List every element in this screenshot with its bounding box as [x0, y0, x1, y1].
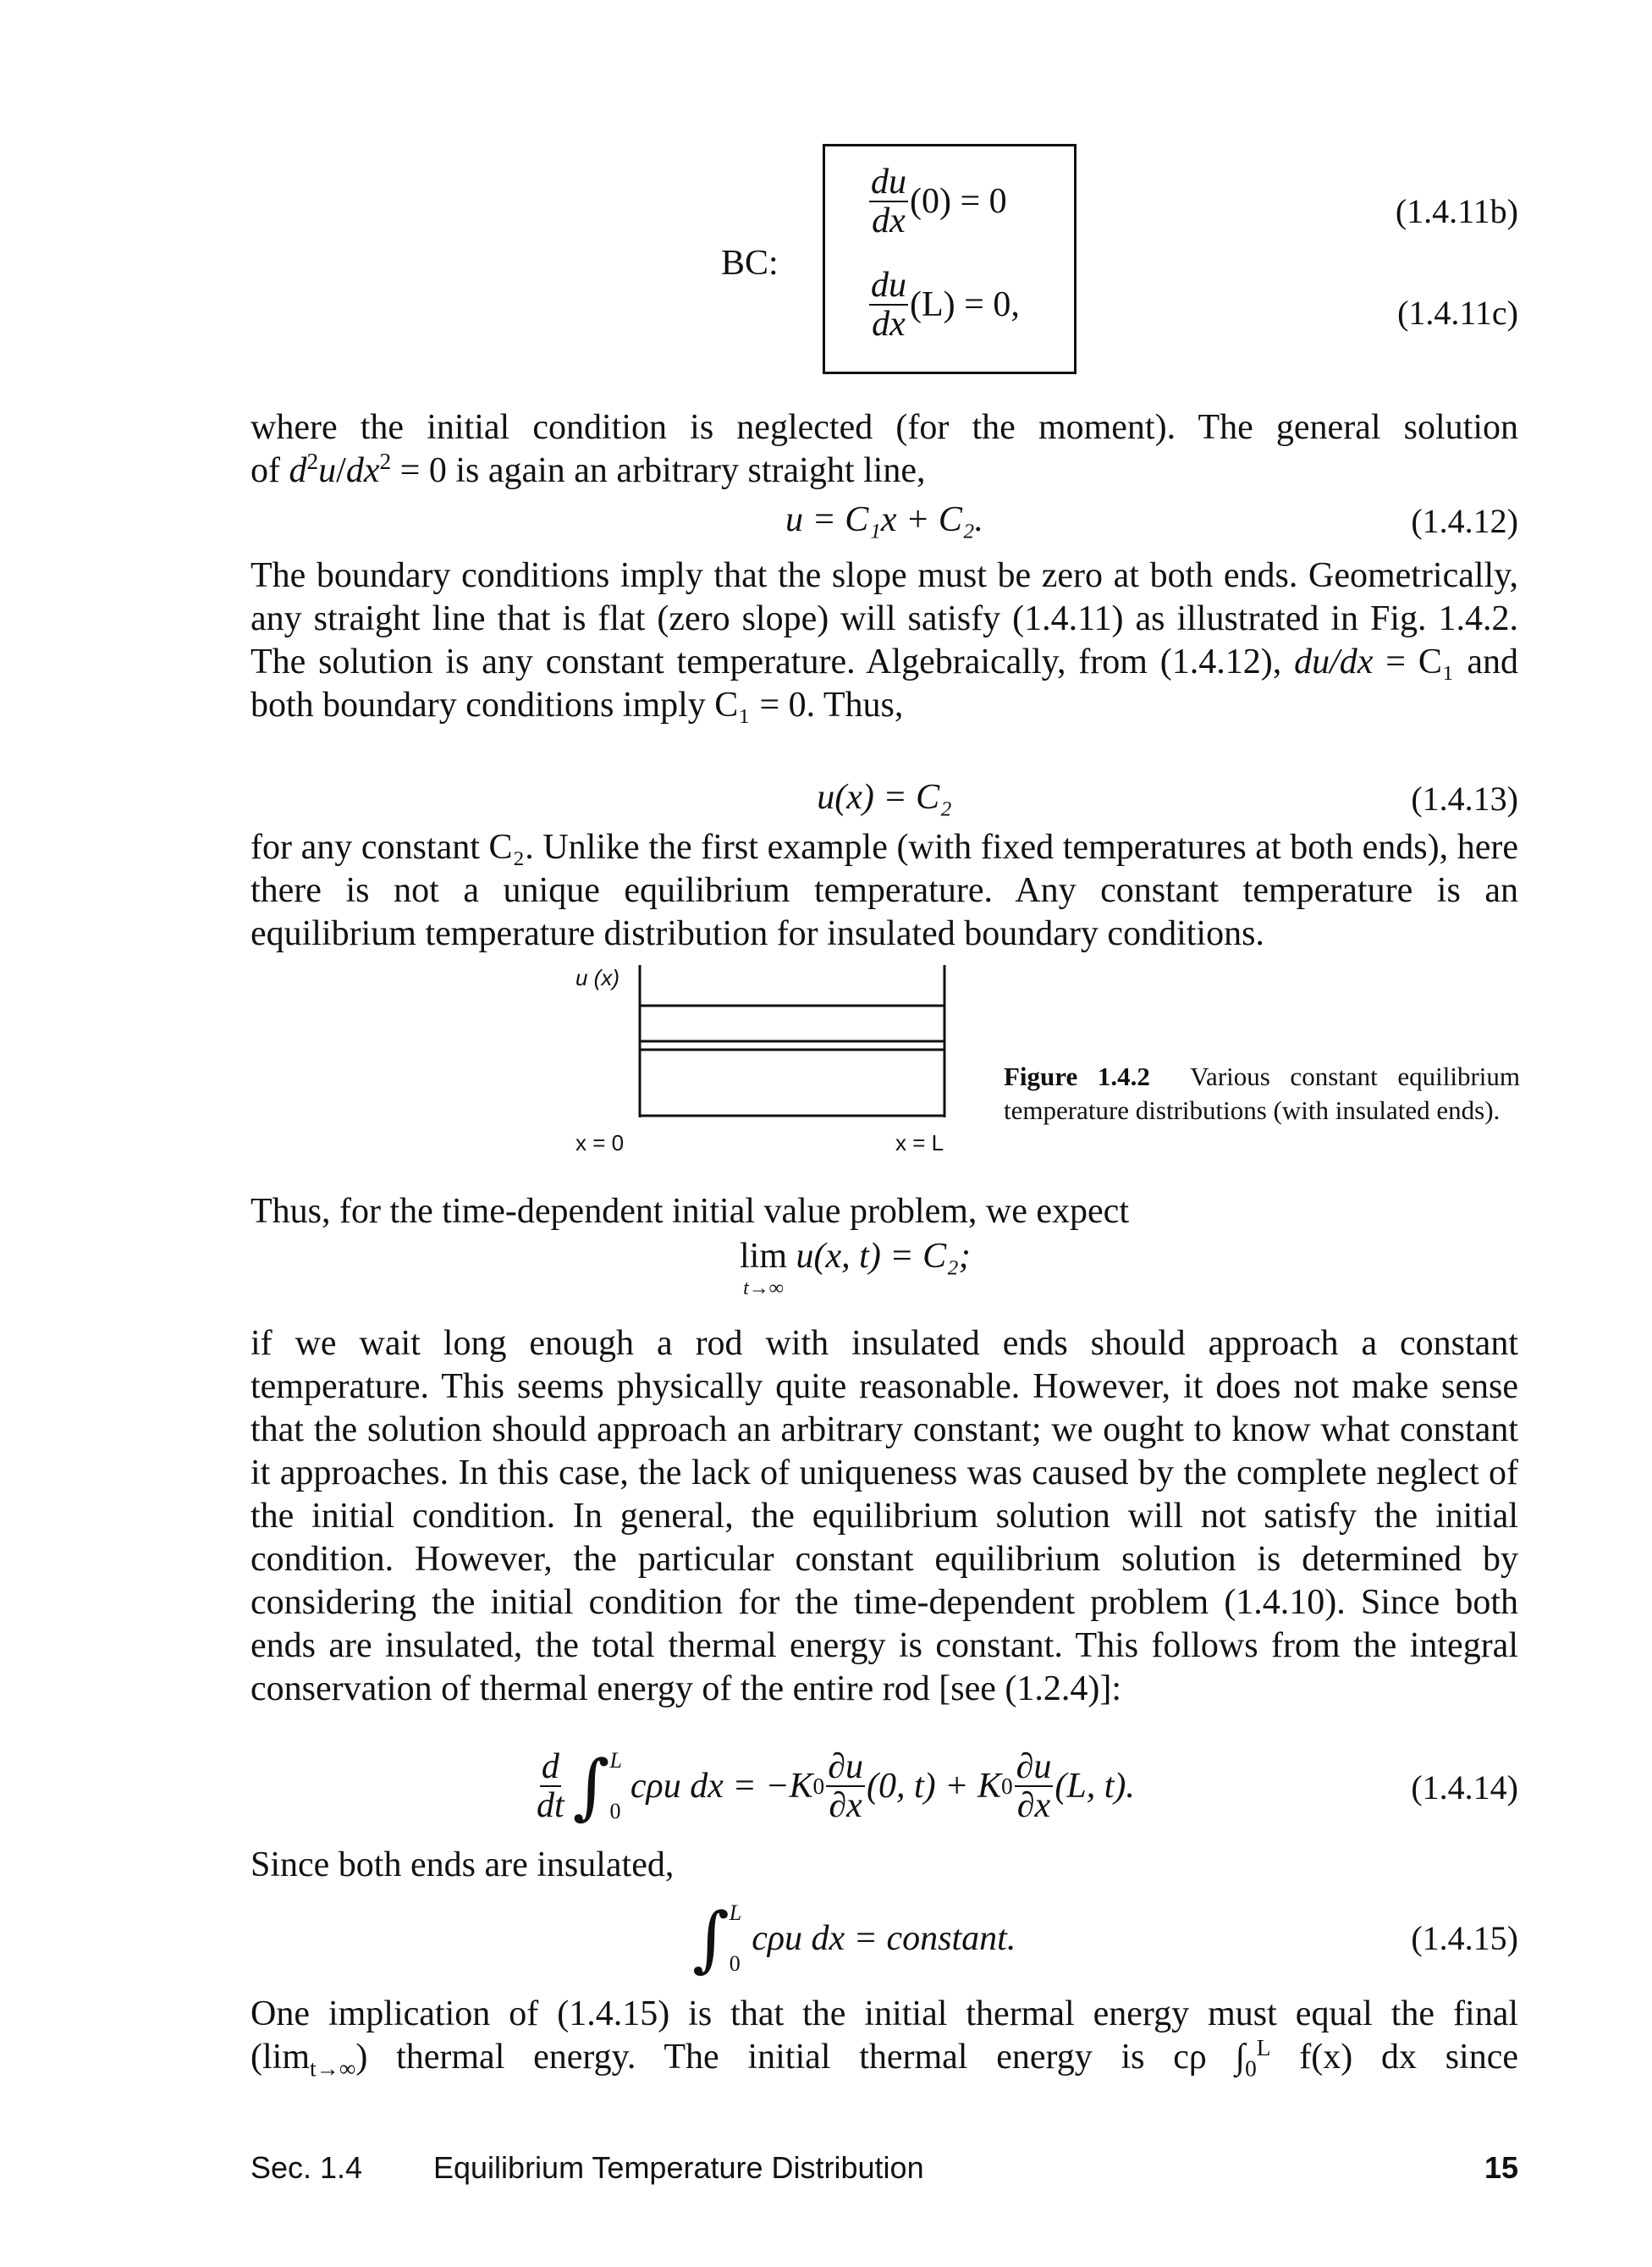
footer-section: Sec. 1.4 — [251, 2150, 363, 2185]
eq14-du-2: ∂u — [1016, 1747, 1052, 1786]
eq15-lower: 0 — [729, 1951, 741, 1976]
figure-x0-label: x = 0 — [575, 1130, 625, 1156]
bc-box — [823, 144, 1077, 374]
eq13-expr: u(x) = C₂ — [817, 778, 952, 817]
para6: Since both ends are insulated, — [251, 1845, 675, 1884]
figure-ylabel: u (x) — [575, 965, 620, 990]
eq14-arg2: (L, t). — [1055, 1767, 1135, 1806]
bc1-num: du — [871, 163, 906, 201]
eq-number-1-4-15: (1.4.15) — [1411, 1919, 1518, 1957]
para7-line2-c: f(x) dx since — [1270, 2038, 1518, 2077]
limit-sub: t→∞ — [743, 1277, 784, 1299]
eq14-arg1: (0, t) + K — [866, 1767, 1001, 1806]
para2-text-a: The boundary conditions imply that the slope must be zero at both ends. Geometrically, any straight line that is flat (zero slope) will satisfy (1.4.11) as illustrated in Fig. 1.4.2. The solution is any constant temperature. Algebraically, from (1.4.12), — [251, 556, 1518, 681]
para1-line1: where the initial condition is neglected (for the moment). The general solution — [251, 408, 1518, 447]
bc-label: BC: — [721, 244, 779, 283]
bc1-arg: (0) = 0 — [910, 182, 1007, 222]
para4: Thus, for the time-dependent initial value problem, we expect — [251, 1192, 1129, 1231]
limit-equation — [740, 1236, 971, 1300]
eq14-du-1: ∂u — [828, 1747, 863, 1786]
eq-number-1-4-11b: (1.4.11b) — [1395, 192, 1518, 230]
para7-line2 — [251, 2035, 1518, 2082]
equation-1-4-14: $\frac{d}{dt}$ ∫ L 0 cρu dx = −K 0 $\frac{\partial u}{\partial x}$ (0, t) + K 0 $\frac{\partial u}{\partial x}$ (L, t). — [537, 1745, 1135, 1828]
eq14-dx-1: ∂x — [829, 1786, 862, 1826]
bc2-den: dx — [872, 305, 906, 345]
eq12-rhs: = C₁x + C₂. — [802, 500, 984, 539]
para7-line2-b: ) thermal energy. The initial thermal energy is cρ ∫ — [355, 2038, 1246, 2077]
para2-dudx: du/dx — [1294, 643, 1374, 681]
bc2-num: du — [871, 266, 906, 305]
eq14-integrand: cρu dx = −K — [630, 1767, 813, 1806]
equation-1-4-12 — [251, 499, 1518, 540]
caption-text: Various constant equilibrium temperature distributions (with insulated ends). — [1004, 1062, 1521, 1125]
equation-1-4-13 — [251, 777, 1518, 818]
para7-line2-a: (lim — [251, 2038, 310, 2077]
integral-sign-2: ∫ — [692, 1897, 730, 1980]
eq14-lower: 0 — [609, 1799, 621, 1824]
para5: if we wait long enough a rod with insulated ends should approach a constant temperature. This seems physically quite reasonable. However, it does not make sense that the solution should approach an arbitrary constant; we ought to know what constant it approaches. In this case, the lack of uniqueness was caused by the complete neglect of the initial condition. In general, the equilibrium solution will not satisfy the initial condition. However, the particular constant equilibrium solution is determined by considering the initial condition for the time-dependent problem (1.4.10). Since both ends are insulated, the total thermal energy is constant. This follows from the integral conservation of thermal energy of the entire rod [see (1.2.4)]: — [251, 1324, 1518, 1708]
bc-equation-2 — [867, 267, 1020, 343]
integral-sign: ∫ — [572, 1745, 610, 1828]
eq14-dx-2: ∂x — [1016, 1786, 1051, 1826]
figure-caption — [1004, 1060, 1520, 1128]
equation-1-4-15 — [692, 1897, 1016, 1980]
eq-number-1-4-14: (1.4.14) — [1411, 1768, 1518, 1806]
limit-expr: u(x, t) = C₂; — [796, 1237, 971, 1276]
limit-lim: lim — [740, 1237, 788, 1276]
para1-line2-post: = 0 is again an arbitrary straight line, — [391, 451, 926, 490]
footer-title: Equilibrium Temperature Distribution — [433, 2150, 924, 2185]
para7-line1: One implication of (1.4.15) is that the initial thermal energy must equal the final — [251, 1994, 1518, 2033]
para2 — [251, 554, 1518, 727]
para3: for any constant C₂. Unlike the first example (with fixed temperatures at both ends), here there is not a unique equilibrium temperature. Any constant temperature is an equilibrium temperature distribution for insulated boundary conditions. — [251, 828, 1518, 953]
page-number: 15 — [1484, 2150, 1518, 2185]
eq15-integrand: cρu dx = constant. — [752, 1919, 1016, 1958]
bc2-arg: (L) = 0, — [910, 285, 1020, 325]
caption-bold: Figure 1.4.2 — [1004, 1062, 1150, 1091]
eq14-d: d — [541, 1747, 559, 1786]
eq14-dt: dt — [537, 1786, 564, 1826]
para7-line2-sup2: L — [1256, 2035, 1271, 2060]
para7-line2-sub: t→∞ — [310, 2055, 356, 2082]
figure-xL-label: x = L — [895, 1130, 944, 1156]
para1-line2: of $d^2u/dx^2 = 0$ is again an arbitrary straight line, — [251, 449, 926, 490]
para7-line2-sub2: 0 — [1245, 2055, 1257, 2082]
eq-number-1-4-11c: (1.4.11c) — [1397, 294, 1518, 332]
para2-text-b: = C₁ and both boundary conditions imply C₁ = 0. Thus, — [251, 643, 1519, 725]
eq15-upper: L — [729, 1900, 742, 1925]
eq-number-1-4-13: (1.4.13) — [1411, 780, 1518, 818]
para1-line2-pre: of — [251, 451, 289, 490]
eq-number-1-4-12: (1.4.12) — [1411, 502, 1518, 540]
eq12-lhs: u — [785, 500, 803, 539]
bc-equation-1 — [867, 163, 1007, 240]
bc1-den: dx — [872, 201, 906, 241]
eq14-upper: L — [609, 1748, 622, 1773]
